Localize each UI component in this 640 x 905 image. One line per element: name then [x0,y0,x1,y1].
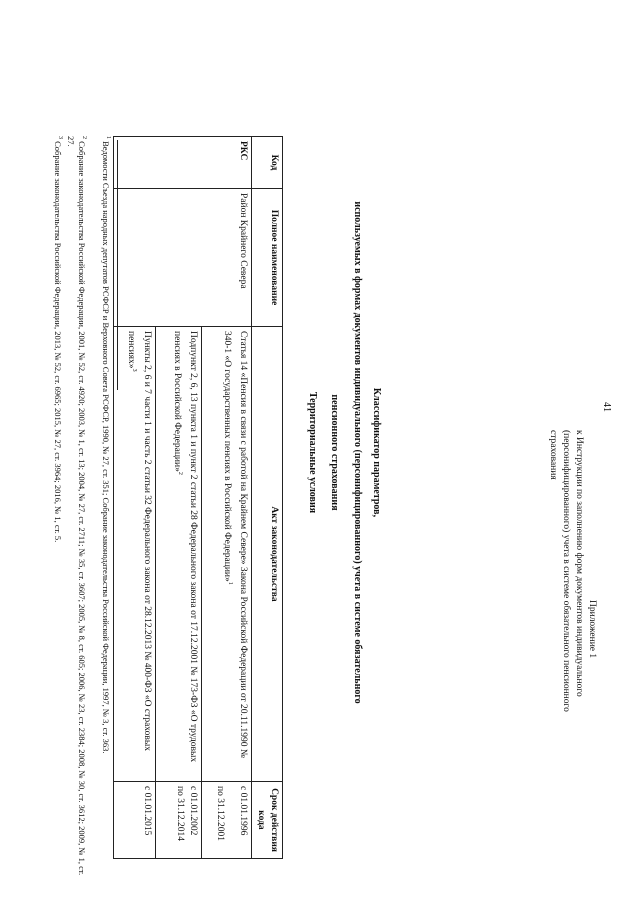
term-from: с 01.01.2002 [188,786,198,836]
page-number: 41 [601,402,612,412]
table-header-row [252,137,283,859]
code-cell: РКС [114,137,252,189]
act-text: Статья 14 «Пенсия в связи с работой на Крайнем Севере» Закона Российской Федерации от 20.11.1990 № 340-1 «О государственных пенсиях в Российской Федерации» [221,331,248,758]
footnote-ref: 2 [177,471,183,475]
name-cell: Район Крайнего Севера [114,189,252,327]
header-code: Код [252,137,283,189]
footnote-divider [117,140,118,390]
footnote [65,136,89,878]
appendix-title: Приложение 1 [587,600,597,659]
heading-line4: Территориальные условия [307,391,318,514]
table-row [202,137,252,859]
act-text: Пункты 2, 6 и 7 части 1 и часть 2 статьи 32 Федерального закона от 28.12.2013 № 400-ФЗ «О страховых пенсиях» [125,331,152,752]
heading-line1: Классификатор параметров, [371,387,382,518]
appendix-line: (персонифицированного) учета в системе обязательного пенсионного [561,430,571,712]
appendix-block [546,430,598,810]
footnote-text: Собрание законодательства Российской Федерации, 2001, № 52, ст. 4920; 2003, № 1, ст. 13; 2004, № 27, ст. 2711; № 35, ст. 3607; 2005, № 8, ст. 605; 2006, № 23, ст. 2384; 2008, № 30, ст. 3612; 2009, № 1, ст. 27. [66,136,88,876]
footnote [100,136,113,878]
footnote-ref: 3 [131,368,137,372]
act-cell [156,327,202,782]
classifier-table [113,136,283,859]
footnote-number: 2 [81,136,87,139]
term-to: по 31.12.2014 [175,786,185,841]
term-cell [202,782,252,859]
header-act: Акт законодательства [252,327,283,782]
term-from: с 01.01.2015 [142,786,152,836]
header-name: Полное наименование [252,189,283,327]
header-term: Срок действия кода [252,782,283,859]
act-cell [114,327,156,782]
term-cell [156,782,202,859]
term-to: по 31.12.2001 [215,786,225,841]
term-cell [114,782,156,859]
footnote [52,136,65,878]
heading-line3: пенсионного страхования [329,394,340,511]
act-text: Подпункт 2, 6, 13 пункта 1 и пункт 2 статьи 28 Федерального закона от 17.12.2001 № 173-ФЗ «О трудовых пенсиях в Российской Федерации» [171,331,198,763]
heading-line2: используемых в формах документов индивидуального (персонифицированного) учета в системе обязательного [352,201,363,704]
act-cell [202,327,252,782]
footnote-text: Собрание законодательства Российской Федерации, 2013, № 52, ст. 6965; 2015, № 27, ст. 3964; 2016, № 1, ст. 5. [53,141,64,543]
footnote-text: Ведомости Съезда народных депутатов РСФСР и Верховного Совета РСФСР, 1990, № 27, ст. 351; Собрание законодательства Российской Федерации, 1997, № 3, ст. 363. [101,141,112,754]
appendix-line: страхования [548,430,558,480]
footnote-number: 1 [105,136,111,139]
footnote-ref: 1 [227,581,233,585]
term-from: с 01.01.1996 [238,786,248,836]
footnote-number: 3 [57,136,63,139]
appendix-line: к Инструкции по заполнению форм документов индивидуального [574,430,584,697]
